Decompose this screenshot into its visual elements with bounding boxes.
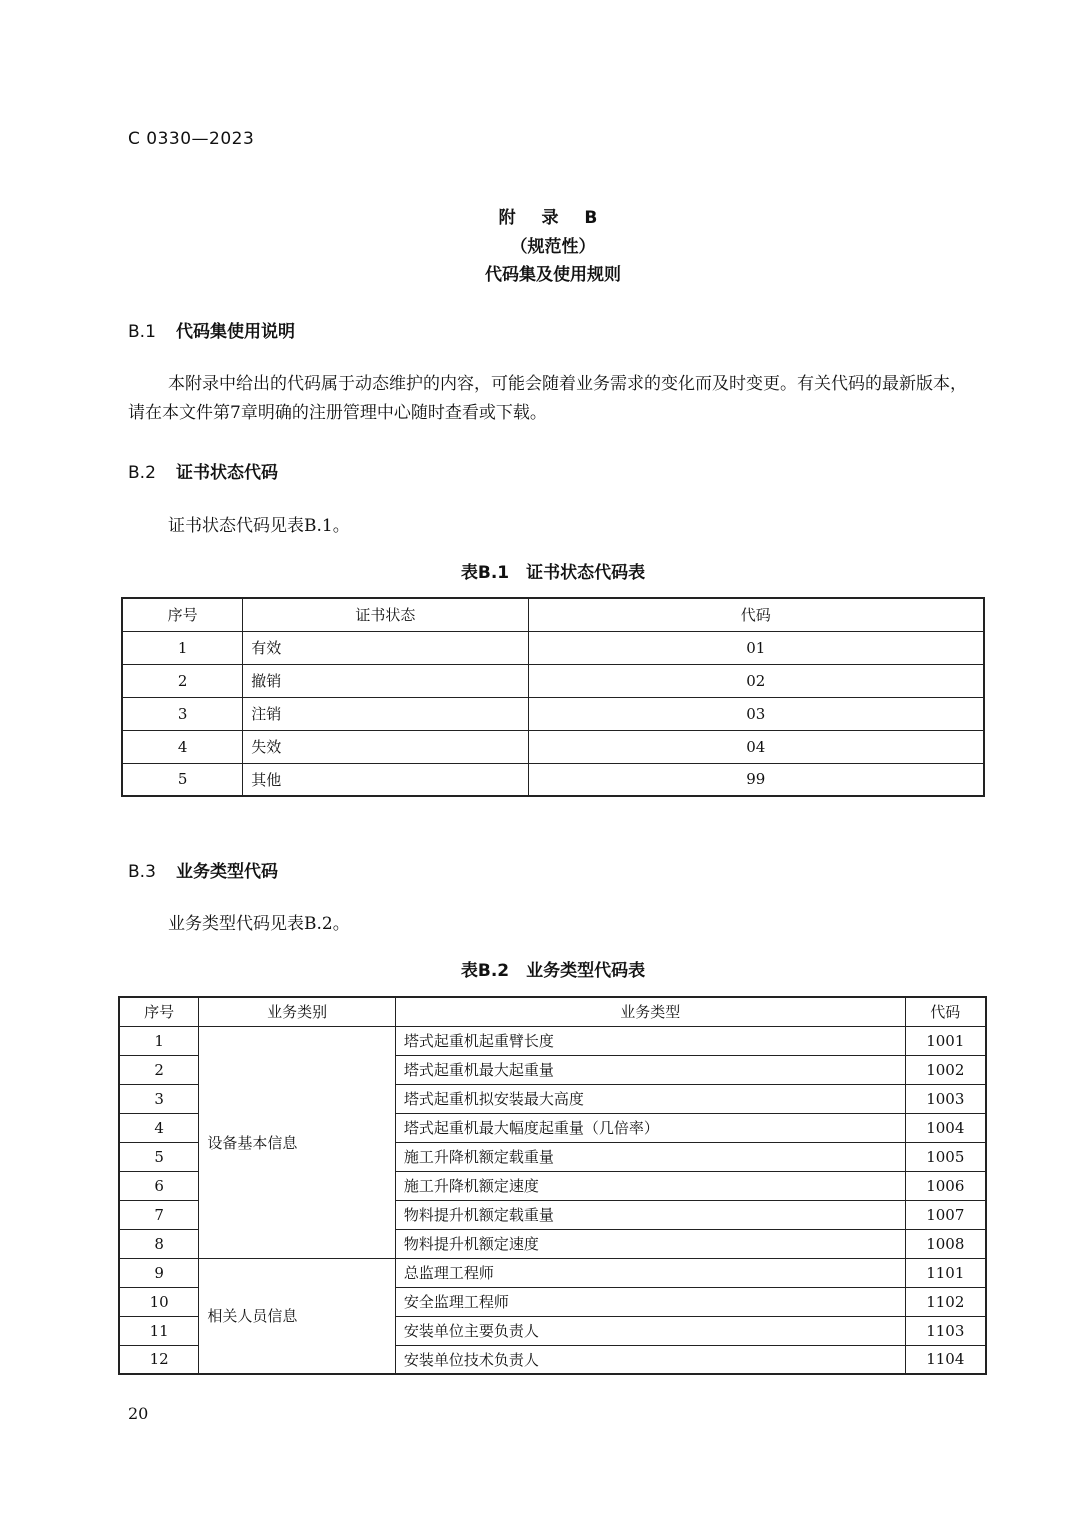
cell-code: 1003 bbox=[905, 1084, 986, 1113]
cell-type: 物料提升机额定速度 bbox=[395, 1229, 905, 1258]
section-b3-heading bbox=[128, 857, 278, 882]
section-title: 证书状态代码 bbox=[176, 463, 278, 483]
cell-status: 撤销 bbox=[243, 664, 528, 697]
cell-index: 8 bbox=[119, 1229, 199, 1258]
cell-code: 1007 bbox=[905, 1200, 986, 1229]
table-header-row bbox=[122, 598, 984, 631]
appendix-subtitle: 代码集及使用规则 bbox=[485, 265, 621, 285]
column-header: 业务类型 bbox=[395, 997, 905, 1026]
cell-index: 7 bbox=[119, 1200, 199, 1229]
cell-type: 塔式起重机拟安装最大高度 bbox=[395, 1084, 905, 1113]
cell-index: 5 bbox=[119, 1142, 199, 1171]
document-code: C 0330—2023 bbox=[128, 129, 255, 149]
table-row bbox=[122, 730, 984, 763]
section-b3-paragraph: 业务类型代码见表B.2。 bbox=[168, 914, 350, 934]
cell-code: 02 bbox=[528, 664, 984, 697]
cell-code: 1008 bbox=[905, 1229, 986, 1258]
cell-type: 施工升降机额定速度 bbox=[395, 1171, 905, 1200]
cell-index: 12 bbox=[119, 1345, 199, 1374]
column-header: 证书状态 bbox=[243, 598, 528, 631]
cell-code: 1006 bbox=[905, 1171, 986, 1200]
table-row bbox=[122, 763, 984, 796]
column-header: 代码 bbox=[905, 997, 986, 1026]
cell-type: 安装单位技术负责人 bbox=[395, 1345, 905, 1374]
appendix-title: 附 录 B bbox=[498, 208, 608, 228]
business-type-table bbox=[118, 996, 987, 1375]
cell-category: 设备基本信息 bbox=[199, 1026, 396, 1258]
cell-index: 1 bbox=[119, 1026, 199, 1055]
cell-code: 1104 bbox=[905, 1345, 986, 1374]
cell-code: 01 bbox=[528, 631, 984, 664]
cell-code: 1005 bbox=[905, 1142, 986, 1171]
column-header: 序号 bbox=[119, 997, 199, 1026]
cell-code: 99 bbox=[528, 763, 984, 796]
cell-index: 5 bbox=[122, 763, 243, 796]
cell-code: 1002 bbox=[905, 1055, 986, 1084]
section-title: 代码集使用说明 bbox=[176, 322, 295, 342]
section-b2-paragraph: 证书状态代码见表B.1。 bbox=[168, 516, 350, 536]
section-number: B.3 bbox=[128, 862, 156, 882]
table-row bbox=[119, 1026, 986, 1055]
cell-code: 1103 bbox=[905, 1316, 986, 1345]
section-b1-heading bbox=[128, 317, 295, 342]
cell-type: 塔式起重机最大起重量 bbox=[395, 1055, 905, 1084]
page-number: 20 bbox=[128, 1404, 149, 1423]
cell-type: 物料提升机额定载重量 bbox=[395, 1200, 905, 1229]
cell-index: 4 bbox=[119, 1113, 199, 1142]
column-header: 代码 bbox=[528, 598, 984, 631]
cell-code: 03 bbox=[528, 697, 984, 730]
cell-status: 有效 bbox=[243, 631, 528, 664]
cell-index: 10 bbox=[119, 1287, 199, 1316]
cell-code: 1102 bbox=[905, 1287, 986, 1316]
cell-code: 1004 bbox=[905, 1113, 986, 1142]
certificate-status-table bbox=[121, 597, 985, 797]
cell-code: 1001 bbox=[905, 1026, 986, 1055]
section-b1-paragraph: 本附录中给出的代码属于动态维护的内容，可能会随着业务需求的变化而及时变更。有关代码的最新版本，请在本文件第7章明确的注册管理中心随时查看或下载。 bbox=[128, 374, 967, 423]
table2-caption: 表B.2 业务类型代码表 bbox=[460, 961, 646, 981]
cell-type: 施工升降机额定载重量 bbox=[395, 1142, 905, 1171]
cell-index: 4 bbox=[122, 730, 243, 763]
column-header: 序号 bbox=[122, 598, 243, 631]
cell-type: 塔式起重机起重臂长度 bbox=[395, 1026, 905, 1055]
cell-code: 04 bbox=[528, 730, 984, 763]
cell-index: 2 bbox=[119, 1055, 199, 1084]
cell-category: 相关人员信息 bbox=[199, 1258, 396, 1374]
table-row bbox=[122, 664, 984, 697]
cell-status: 失效 bbox=[243, 730, 528, 763]
cell-index: 3 bbox=[119, 1084, 199, 1113]
cell-index: 3 bbox=[122, 697, 243, 730]
cell-index: 1 bbox=[122, 631, 243, 664]
cell-type: 塔式起重机最大幅度起重量（几倍率） bbox=[395, 1113, 905, 1142]
table-row bbox=[122, 697, 984, 730]
table1-caption: 表B.1 证书状态代码表 bbox=[460, 563, 646, 583]
cell-index: 9 bbox=[119, 1258, 199, 1287]
cell-index: 11 bbox=[119, 1316, 199, 1345]
cell-index: 2 bbox=[122, 664, 243, 697]
cell-code: 1101 bbox=[905, 1258, 986, 1287]
cell-type: 总监理工程师 bbox=[395, 1258, 905, 1287]
column-header: 业务类别 bbox=[199, 997, 396, 1026]
section-b2-heading bbox=[128, 458, 278, 483]
cell-type: 安装单位主要负责人 bbox=[395, 1316, 905, 1345]
section-number: B.2 bbox=[128, 463, 156, 483]
appendix-type: （规范性） bbox=[510, 237, 596, 257]
table-row bbox=[119, 1258, 986, 1287]
cell-type: 安全监理工程师 bbox=[395, 1287, 905, 1316]
cell-index: 6 bbox=[119, 1171, 199, 1200]
section-number: B.1 bbox=[128, 322, 156, 342]
table-header-row bbox=[119, 997, 986, 1026]
cell-status: 注销 bbox=[243, 697, 528, 730]
cell-status: 其他 bbox=[243, 763, 528, 796]
section-title: 业务类型代码 bbox=[176, 862, 278, 882]
table-row bbox=[122, 631, 984, 664]
